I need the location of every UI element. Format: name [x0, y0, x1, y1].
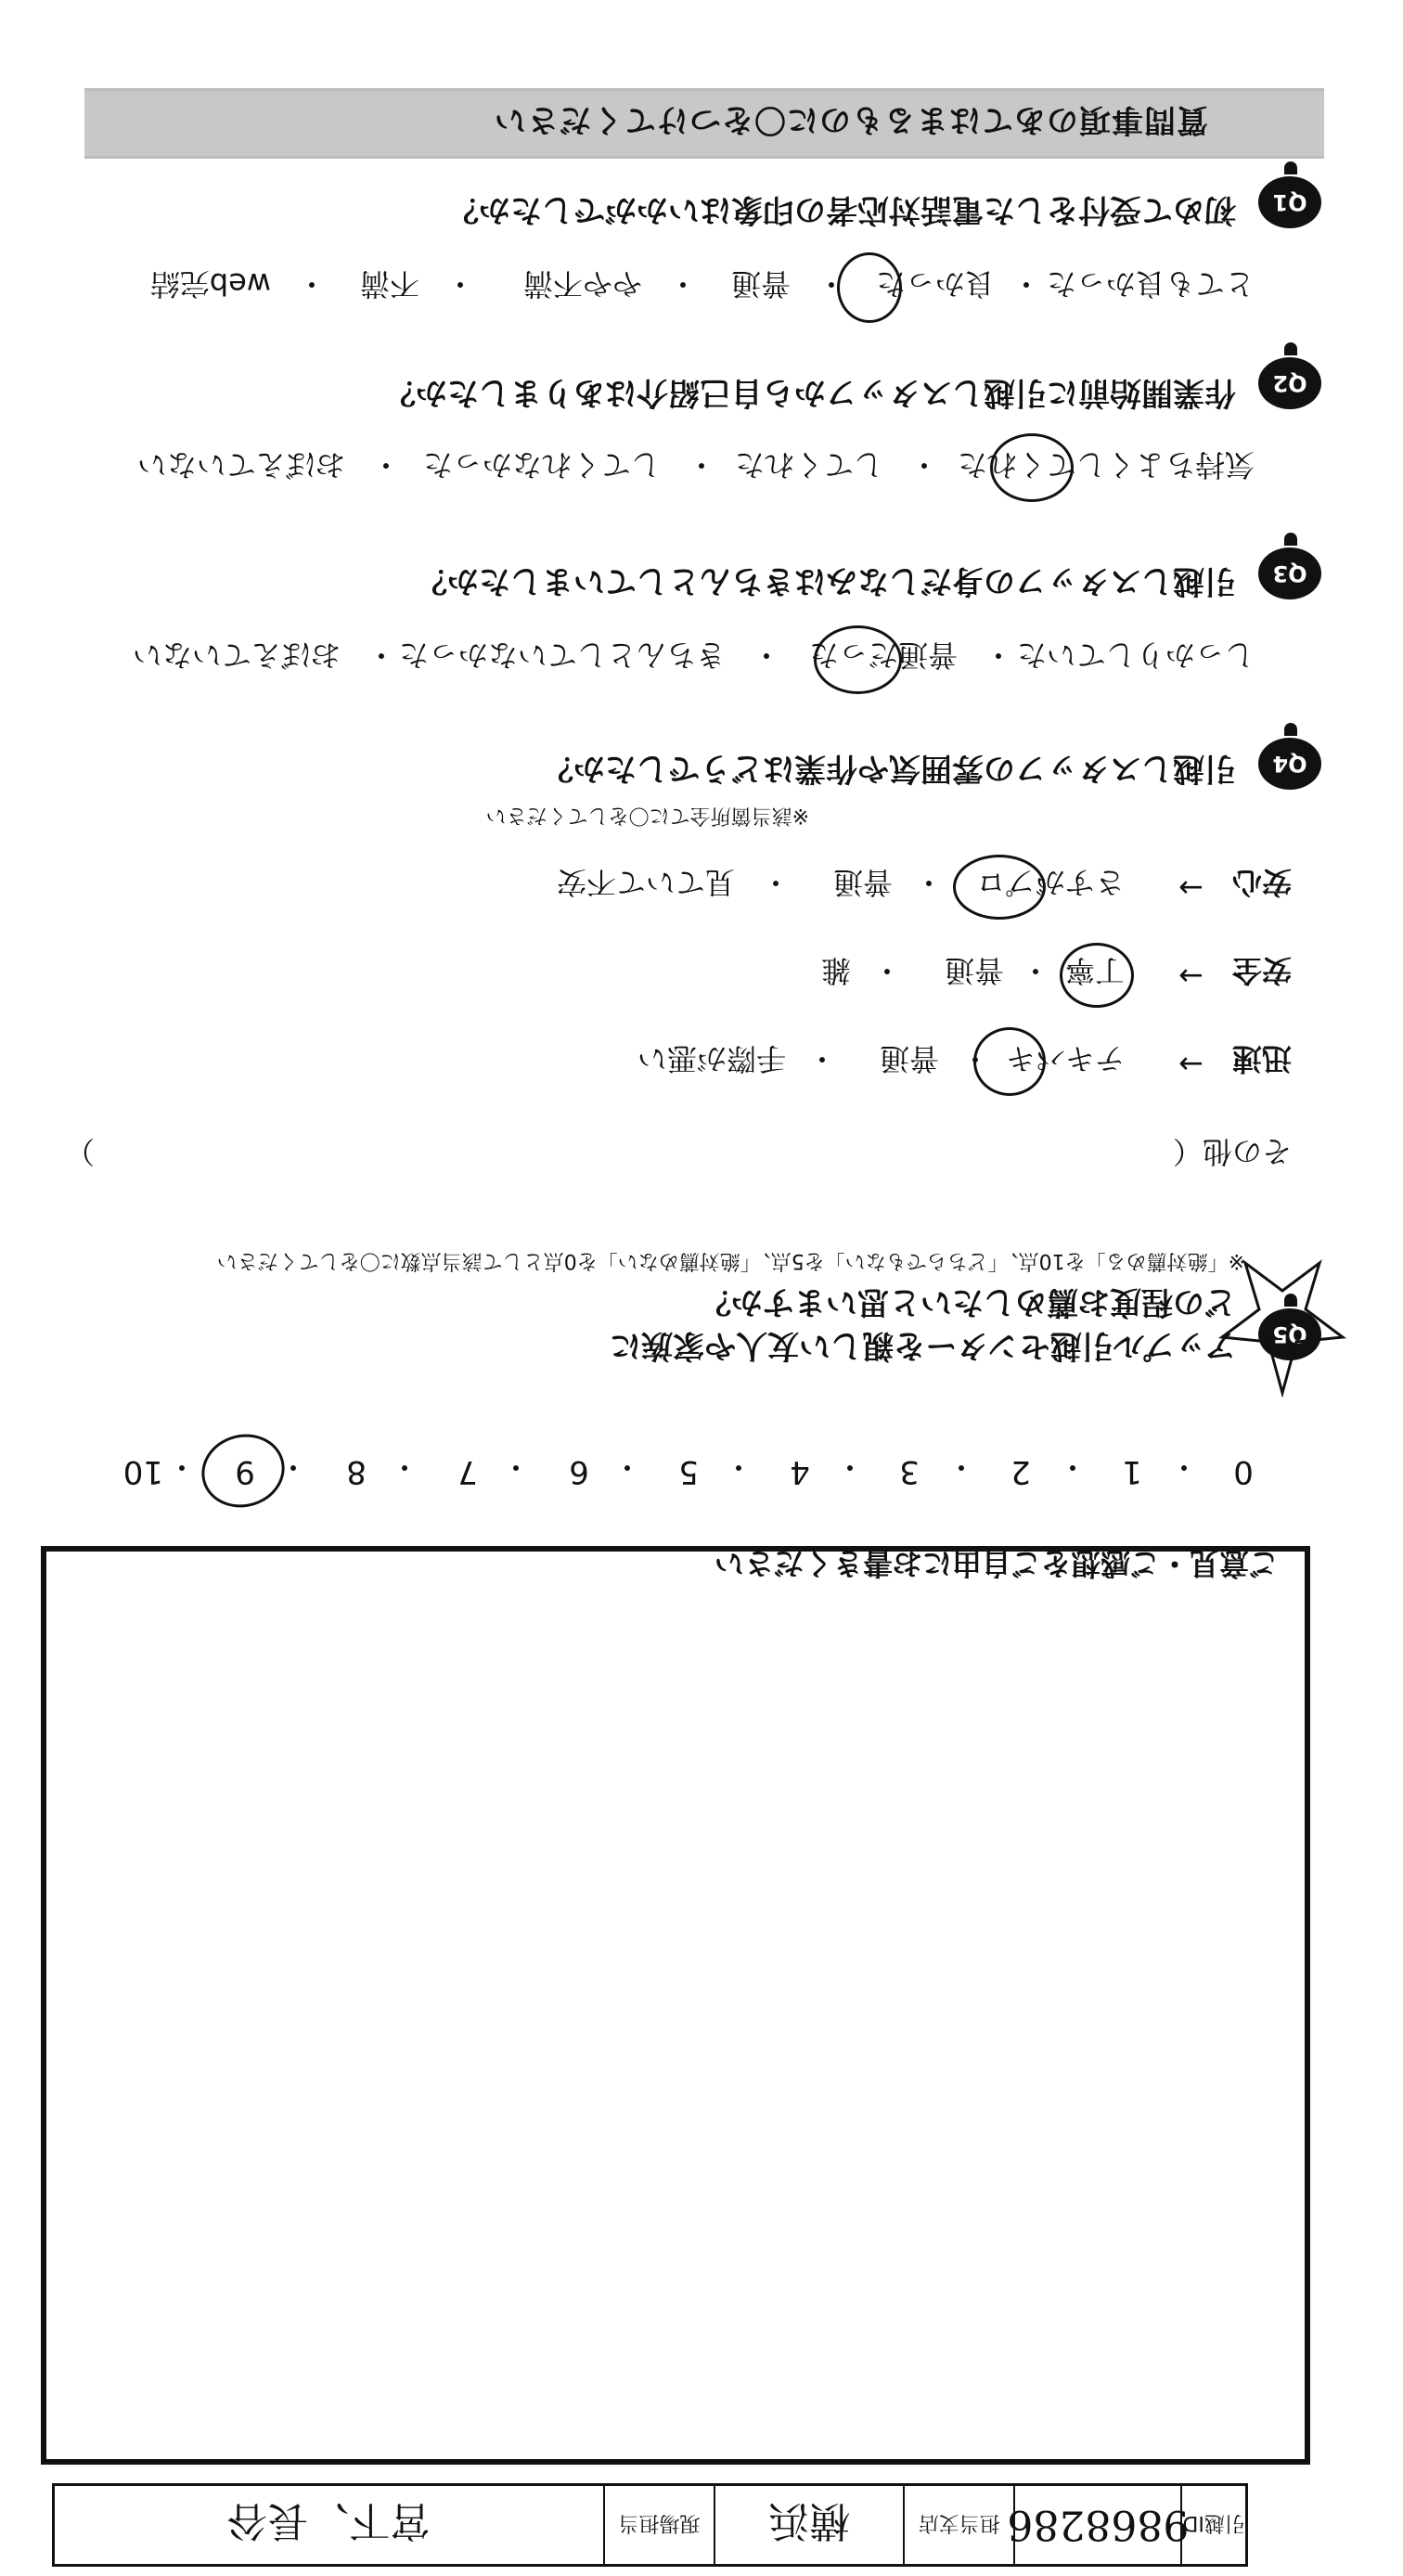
leader-value: 宮下、長谷: [226, 2497, 431, 2544]
id-label: 引越ID: [1180, 2486, 1245, 2564]
scale-7[interactable]: 7: [457, 1453, 478, 1490]
q3-selection-circle: [814, 625, 902, 694]
scale-9[interactable]: 9: [235, 1453, 255, 1490]
branch-label: 担当支店: [903, 2486, 1013, 2564]
scale-1[interactable]: 1: [1122, 1453, 1142, 1490]
q5-question-line2: どの程度お薦めしたいと思いますか？: [700, 1283, 1236, 1320]
id-table: [52, 2483, 1248, 2567]
survey-sheet: 引越ID 9868286 担当支店 横浜 現場担当 宮下、長谷 ご意見・ご感想をご自由にお書きください 10 9 8 7 6 5 4 3 2 1 0 ・ ・ ・ ・ ・ ・ ・ ・ ・ ・ Q5 アップル引越センターを親しい友人や家族に どの程度お薦めしたいと思いますか？ ※「絶対薦める」を10点、「どちらでもない」を5点、「絶対薦めない」を0点として該当点数に〇をしてください その他（ ） 迅速 → テキパキ ・ 普通 ・ 手際が悪い 安全 → 丁寧 ・ 普通 ・ 雑 安心 → さすがプロ ・ 普通 ・ 見ていて不安 ※該当箇所全てに〇をしてください Q4 引越しスタッフの雰囲気や作業はどうでしたか？ しっかりしていた ・ 普通だった ・ きちんとしていなかった ・ おぼえていない Q3 引越しスタッフの身だしなみはきちんとしていましたか？ 気持ちよくしてくれた ・ してくれた ・ してくれなかった ・ おぼえていない Q2 作業開始前に引越しスタッフから自己紹介はありましたか？ とても良かった ・ 良かった ・ 普通 ・ やや不満 ・ 不満 ・ web完結 Q1 初めて受付をした電話対応者の印象はいかがでしたか？ 質問事項のあてはまるものに〇をつけてください: [0, 0, 1403, 2576]
q4-option[interactable]: 丁寧: [1064, 953, 1125, 988]
scale-10[interactable]: 10: [122, 1453, 163, 1490]
q1-option[interactable]: とても良かった: [1046, 266, 1255, 302]
star-scribble-icon: [1217, 1258, 1347, 1397]
q4-badge: Q4: [1258, 738, 1321, 790]
leader-label: 現場担当: [603, 2486, 714, 2564]
banner-text: 質問事項のあてはまるものに〇をつけてください: [494, 101, 1208, 139]
q3-option[interactable]: しっかりしていた: [1016, 638, 1255, 673]
q3-option[interactable]: おぼえていない: [132, 638, 341, 673]
q3-option[interactable]: きちんとしていなかった: [398, 638, 726, 673]
q4-option[interactable]: 普通: [944, 953, 1004, 988]
q2-option[interactable]: おぼえていない: [136, 447, 345, 483]
q4-other-label: その他（: [1172, 1134, 1292, 1169]
branch-value: 横浜: [714, 2486, 903, 2564]
q1-option[interactable]: web完結: [149, 266, 271, 302]
q2-selection-circle: [990, 433, 1074, 502]
q4-question: 引越しスタッフの雰囲気や作業はどうでしたか？: [542, 750, 1236, 787]
q4-row-label: 安全: [1231, 953, 1292, 988]
q4-option[interactable]: 手際が悪い: [637, 1041, 786, 1076]
q2-question: 作業開始前に引越しスタッフから自己紹介はありましたか？: [384, 374, 1236, 411]
q4-option[interactable]: 見ていて不安: [556, 865, 735, 900]
scale-4[interactable]: 4: [790, 1453, 810, 1490]
q3-question: 引越しスタッフの身だしなみはきちんとしていましたか？: [416, 562, 1236, 599]
q2-option[interactable]: してくれた: [734, 447, 883, 483]
q4-other-close: ）: [64, 1134, 95, 1169]
scale-3[interactable]: 3: [899, 1453, 920, 1490]
q1-selection-circle: [837, 252, 902, 323]
q2-badge: Q2: [1258, 357, 1321, 409]
comment-label: ご意見・ご感想をご自由にお書きください: [714, 1546, 1279, 1581]
q5-selection-circle: [193, 1425, 292, 1517]
q4-row-label: 迅速: [1231, 1041, 1292, 1076]
q4-relief-selection-circle: [953, 855, 1046, 920]
q4-safety-selection-circle: [1060, 943, 1134, 1008]
q4-row-label: 安心: [1231, 865, 1292, 900]
q4-note: ※該当箇所全てに〇をしてください: [485, 804, 809, 827]
q5-question-line1: アップル引越センターを親しい友人や家族に: [610, 1327, 1236, 1364]
scale-2[interactable]: 2: [1010, 1453, 1031, 1490]
q1-question: 初めて受付をした電話対応者の印象はいかがでしたか？: [447, 191, 1236, 228]
q3-badge: Q3: [1258, 547, 1321, 599]
q3-option[interactable]: 普通だった: [808, 638, 958, 673]
q4-speed-selection-circle: [973, 1027, 1046, 1096]
q1-option[interactable]: やや不満: [522, 266, 642, 302]
q1-option[interactable]: 普通: [730, 266, 791, 302]
q2-option[interactable]: 気持ちよくしてくれた: [957, 447, 1255, 483]
arrow-right-icon: →: [1178, 1047, 1203, 1082]
scale-5[interactable]: 5: [678, 1453, 699, 1490]
q1-badge: Q1: [1258, 176, 1321, 228]
q4-option[interactable]: 雑: [820, 953, 851, 988]
scale-6[interactable]: 6: [569, 1453, 589, 1490]
q4-option[interactable]: 普通: [879, 1041, 939, 1076]
instructions-banner: [84, 88, 1324, 159]
q5-badge: Q5: [1258, 1308, 1321, 1360]
scale-8[interactable]: 8: [346, 1453, 367, 1490]
arrow-right-icon: →: [1178, 870, 1203, 906]
q2-option[interactable]: してくれなかった: [422, 447, 661, 483]
q4-option[interactable]: さすがプロ: [975, 865, 1125, 900]
arrow-right-icon: →: [1178, 959, 1203, 994]
q1-option[interactable]: 不満: [359, 266, 419, 302]
q5-note: ※「絶対薦める」を10点、「どちらでもない」を5点、「絶対薦めない」を0点として該当点数に〇をしてください: [216, 1249, 1245, 1272]
scale-0[interactable]: 0: [1233, 1453, 1254, 1490]
comment-box[interactable]: [41, 1546, 1310, 2465]
q1-option[interactable]: 良かった: [875, 266, 995, 302]
q4-option[interactable]: テキパキ: [1005, 1041, 1125, 1076]
q4-option[interactable]: 普通: [832, 865, 893, 900]
id-value: 9868286: [1013, 2486, 1180, 2564]
